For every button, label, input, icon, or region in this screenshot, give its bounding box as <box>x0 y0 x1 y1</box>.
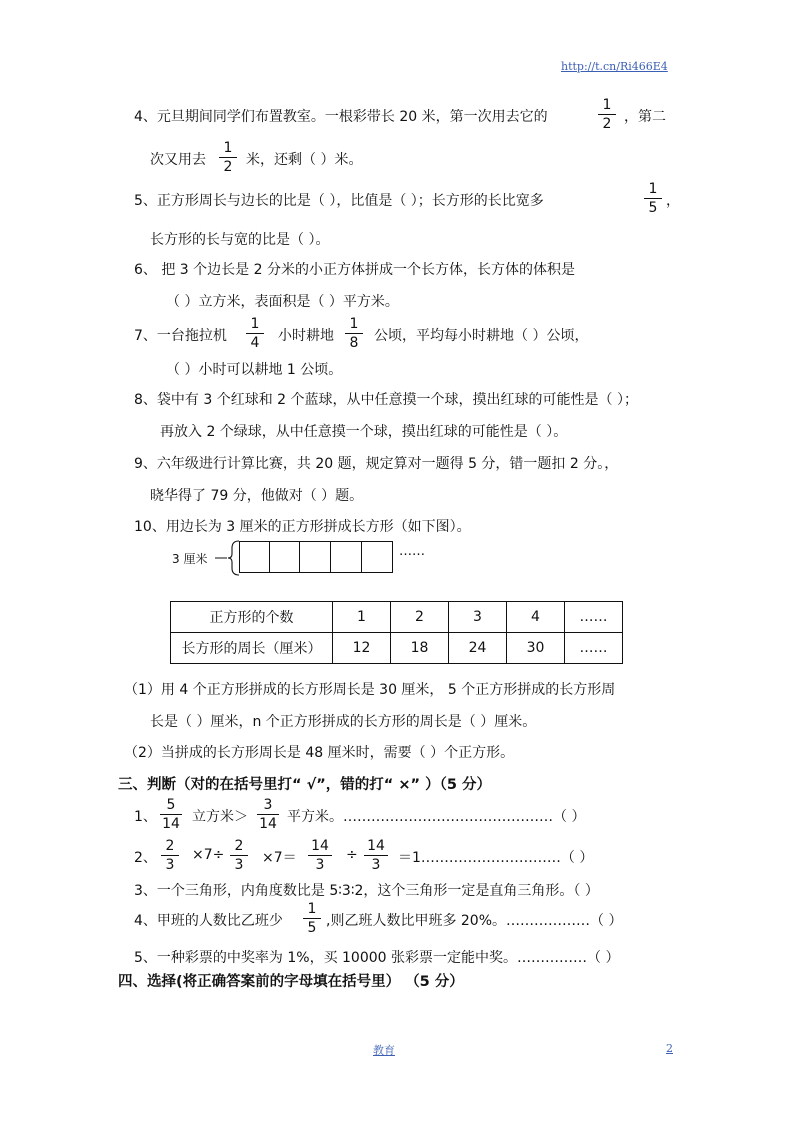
q7-line1-tail: 公顷，平均每小时耕地（ ）公顷， <box>374 328 589 344</box>
q5-line1-text: 5、正方形周长与边长的比是（ ），比值是（ ）；长方形的长比宽多 <box>134 193 544 209</box>
footer-edu-link[interactable]: 教育 <box>373 1044 395 1057</box>
q10-line1-text: 10、用边长为 3 厘米的正方形拼成长方形（如下图）。 <box>134 519 471 535</box>
table-row <box>171 602 623 633</box>
j2-f1-den: 3 <box>165 857 175 873</box>
judge-2-text-3: ÷ <box>346 847 358 863</box>
strip-square <box>299 541 331 573</box>
q4-line2-text: 次又用去 <box>150 152 206 168</box>
q7-line1-mid: 小时耕地 <box>278 328 334 344</box>
page-number: 2 <box>666 1042 673 1055</box>
q4-fraction-1 <box>598 97 616 132</box>
q4-fraction-2 <box>219 140 237 175</box>
q5-line2-text: 长方形的长与宽的比是（ ）。 <box>150 232 330 248</box>
j1-f1-num: 5 <box>166 797 176 813</box>
q6-line2-text: （ ）立方米，表面积是（ ）平方米。 <box>166 294 399 310</box>
q10-sub2-line: （2）当拼成的长方形周长是 48 厘米时，需要（ ）个正方形。 <box>124 745 515 761</box>
fraction-bar <box>308 855 332 856</box>
table-header-cell: 长方形的周长（厘米） <box>171 633 333 664</box>
strip-square <box>239 541 270 573</box>
judge-2-prefix: 2、 <box>134 850 157 866</box>
q4-f1-num: 1 <box>602 97 612 113</box>
q7-line2-text: （ ）小时可以耕地 1 公顷。 <box>166 362 343 378</box>
q4-line2-tail: 米，还剩（ ）米。 <box>246 152 363 168</box>
j1-f2-den: 14 <box>259 816 277 832</box>
fraction-bar <box>219 157 237 158</box>
fraction-bar <box>160 814 182 815</box>
judge-1-fraction-2 <box>257 797 279 832</box>
fraction-bar <box>598 114 616 115</box>
judge-2-fraction-2 <box>230 838 248 873</box>
perimeter-table <box>170 601 623 664</box>
q10-sub1-line2: 长是（ ）厘米，n 个正方形拼成的长方形的周长是（ ）厘米。 <box>150 714 537 730</box>
q5-f-den: 5 <box>648 200 658 216</box>
judge-4-fraction <box>303 901 321 936</box>
table-row <box>171 633 623 664</box>
q6-line1-text: 6、 把 3 个边长是 2 分米的小正方体拼成一个长方体，长方体的体积是 <box>134 262 575 278</box>
judge-5-text: 5、一种彩票的中奖率为 1%，买 10000 张彩票一定能中奖。……………（ ） <box>134 950 620 966</box>
table-cell: …… <box>565 633 623 664</box>
table-cell: 24 <box>449 633 507 664</box>
j1-f2-num: 3 <box>263 797 273 813</box>
q4-f2-num: 1 <box>223 140 233 156</box>
table-cell: 30 <box>507 633 565 664</box>
q4-line1-tail: ，第二 <box>624 109 666 125</box>
judge-4-tail: ,则乙班人数比甲班多 20%。………………（ ） <box>326 913 623 929</box>
fraction-bar <box>364 855 388 856</box>
q7-fraction-2 <box>345 316 363 351</box>
strip-square <box>269 541 300 573</box>
j2-f4-den: 3 <box>371 857 381 873</box>
judge-2-tail: ＝1…………………………（ ） <box>398 850 594 866</box>
judge-2-fraction-1 <box>161 838 179 873</box>
brace-icon <box>215 540 241 576</box>
j2-f2-den: 3 <box>234 857 244 873</box>
q4-f2-den: 2 <box>223 159 233 175</box>
q7-fraction-1 <box>246 316 264 351</box>
table-cell: …… <box>565 602 623 633</box>
judge-2-text-1: ×7÷ <box>192 847 225 863</box>
section4-title: 四、选择(将正确答案前的字母填在括号里） （5 分） <box>118 974 464 990</box>
table-cell: 3 <box>449 602 507 633</box>
fraction-bar <box>303 918 321 919</box>
fraction-bar <box>644 198 662 199</box>
j4-f-num: 1 <box>307 901 317 917</box>
j1-f1-den: 14 <box>162 816 180 832</box>
judge-1-mid: 立方米＞ <box>192 809 248 825</box>
q9-line1-text: 9、六年级进行计算比赛，共 20 题，规定算对一题得 5 分，错一题扣 2 分。， <box>134 456 619 472</box>
q4-f1-den: 2 <box>602 116 612 132</box>
q7-f2-den: 8 <box>349 335 359 351</box>
q5-fraction <box>644 181 662 216</box>
table-cell: 12 <box>333 633 391 664</box>
j2-f3-num: 14 <box>311 838 329 854</box>
q9-line2-text: 晓华得了 79 分，他做对（ ）题。 <box>150 488 364 504</box>
q8-line2-text: 再放入 2 个绿球，从中任意摸一个球，摸出红球的可能性是（ ）。 <box>160 424 568 440</box>
fraction-bar <box>161 855 179 856</box>
q7-f1-num: 1 <box>250 316 260 332</box>
header-url-link[interactable]: http://t.cn/Ri466E4 <box>561 60 668 73</box>
judge-3-text: 3、一个三角形，内角度数比是 5∶3∶2，这个三角形一定是直角三角形。（ ） <box>134 883 599 899</box>
judge-2-fraction-4 <box>364 838 388 873</box>
q7-f1-den: 4 <box>250 335 260 351</box>
judge-1-tail: 平方米。………………………………………（ ） <box>287 809 586 825</box>
judge-4-text: 4、甲班的人数比乙班少 <box>134 913 283 929</box>
fraction-bar <box>345 333 363 334</box>
q8-line1-text: 8、袋中有 3 个红球和 2 个蓝球，从中任意摸一个球，摸出红球的可能性是（ ）； <box>134 392 638 408</box>
strip-label: 3 厘米 <box>172 552 208 566</box>
fraction-bar <box>257 814 279 815</box>
fraction-bar <box>230 855 248 856</box>
q5-f-num: 1 <box>648 181 658 197</box>
judge-2-fraction-3 <box>308 838 332 873</box>
judge-2-text-2: ×7＝ <box>262 850 297 866</box>
strip-square <box>361 541 393 573</box>
j2-f2-num: 2 <box>234 838 244 854</box>
table-header-cell: 正方形的个数 <box>171 602 333 633</box>
table-cell: 18 <box>391 633 449 664</box>
judge-1-prefix: 1、 <box>134 809 157 825</box>
q5-line1-tail: ， <box>666 193 680 209</box>
j4-f-den: 5 <box>307 920 317 936</box>
j2-f3-den: 3 <box>315 857 325 873</box>
strip-dots: …… <box>399 544 425 559</box>
table-cell: 2 <box>391 602 449 633</box>
judge-1-fraction-1 <box>160 797 182 832</box>
table-cell: 1 <box>333 602 391 633</box>
j2-f1-num: 2 <box>165 838 175 854</box>
table-cell: 4 <box>507 602 565 633</box>
q7-line1-text: 7、一台拖拉机 <box>134 328 227 344</box>
strip-square <box>330 541 362 573</box>
section3-title: 三、判断（对的在括号里打“ √”，错的打“ ×” ）（5 分） <box>118 777 491 793</box>
q4-line1-text: 4、元旦期间同学们布置教室。一根彩带长 20 米，第一次用去它的 <box>134 109 548 125</box>
q7-f2-num: 1 <box>349 316 359 332</box>
fraction-bar <box>246 333 264 334</box>
q10-sub1-line1: （1）用 4 个正方形拼成的长方形周长是 30 厘米， 5 个正方形拼成的长方形周 <box>124 682 616 698</box>
j2-f4-num: 14 <box>367 838 385 854</box>
